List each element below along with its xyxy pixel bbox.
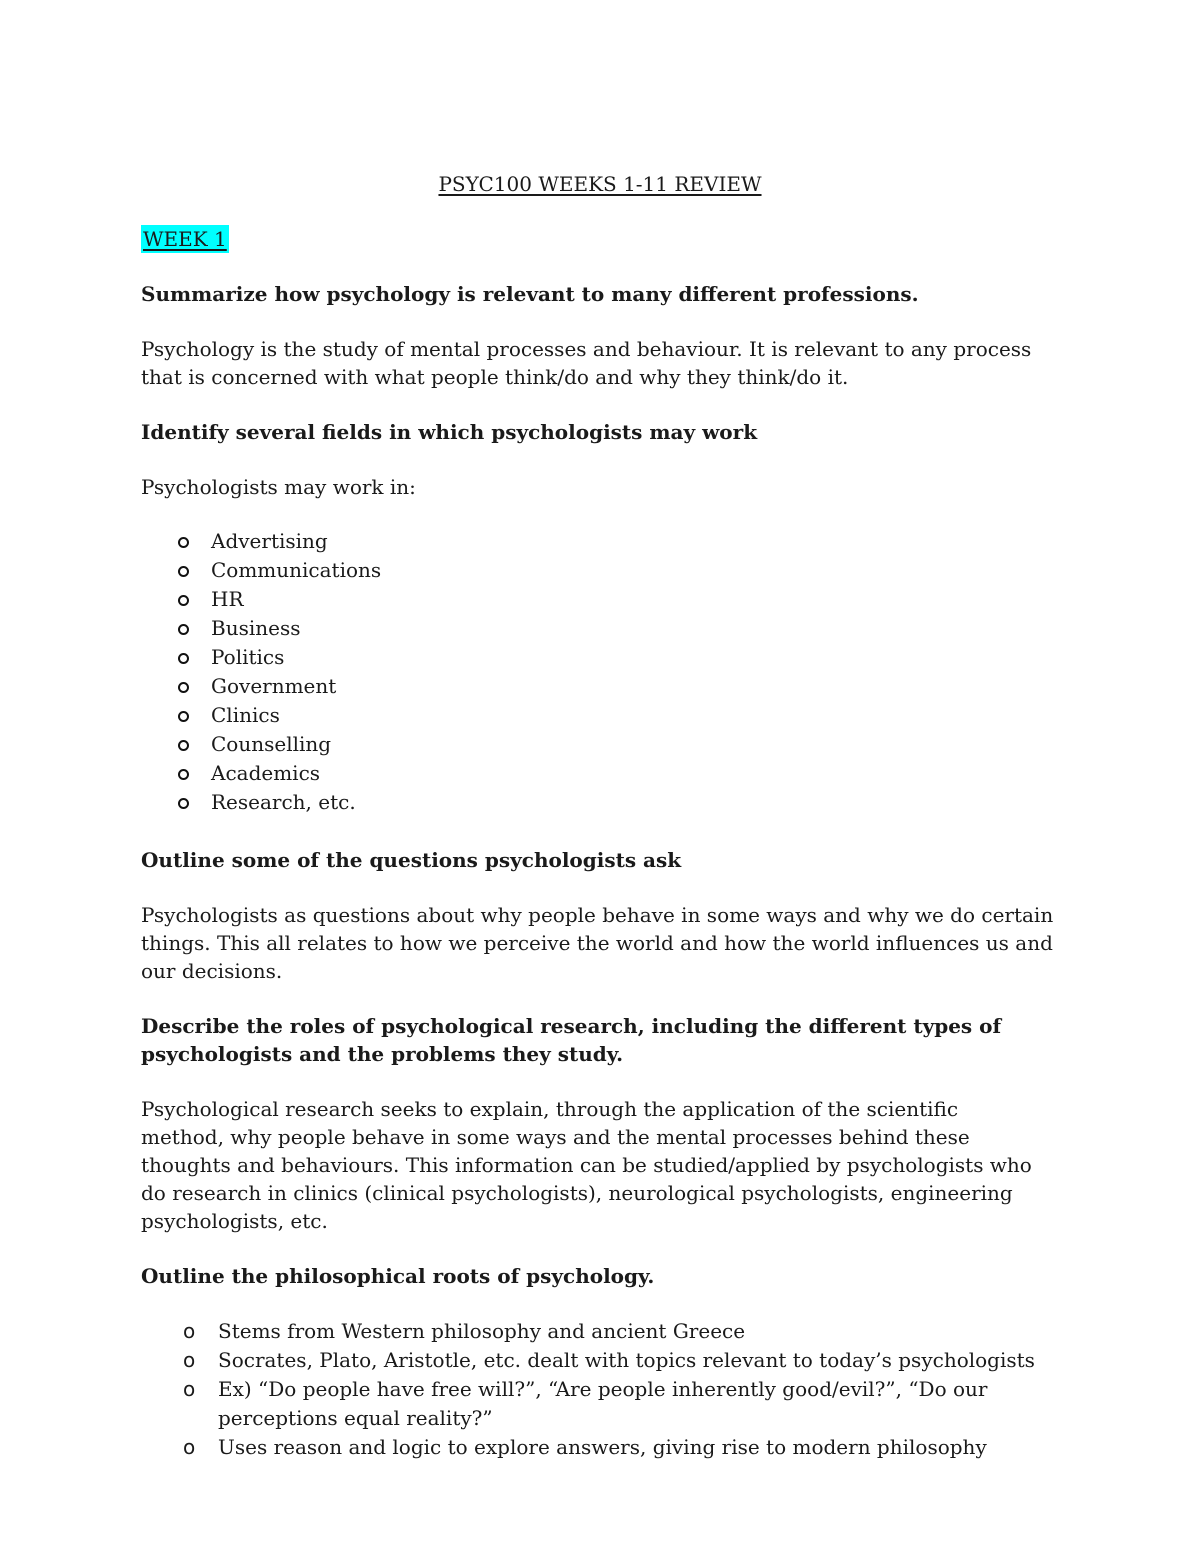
list-item: Government xyxy=(141,672,1061,701)
section-question: Identify several fields in which psychologists may work xyxy=(141,420,758,444)
list-item: Counselling xyxy=(141,730,1061,759)
circle-bullet-icon xyxy=(178,711,189,722)
document-title: PSYC100 WEEKS 1-11 REVIEW xyxy=(438,172,762,196)
list-item: Academics xyxy=(141,759,1061,788)
circle-bullet-icon xyxy=(178,740,189,751)
philosophy-list xyxy=(141,1317,1061,1462)
list-item: o Stems from Western philosophy and ancient Greece xyxy=(141,1317,1061,1346)
o-bullet-icon: o xyxy=(183,1435,196,1459)
list-item: o Uses reason and logic to explore answers, giving rise to modern philosophy xyxy=(141,1433,1061,1462)
list-item: o Socrates, Plato, Aristotle, etc. dealt with topics relevant to today’s psychologists xyxy=(141,1346,1061,1375)
circle-bullet-icon xyxy=(178,595,189,606)
circle-bullet-icon xyxy=(178,537,189,548)
section-question: Outline the philosophical roots of psychology. xyxy=(141,1264,655,1288)
list-item: Clinics xyxy=(141,701,1061,730)
fields-list xyxy=(141,527,1061,817)
list-item: Research, etc. xyxy=(141,788,1061,817)
list-item: Politics xyxy=(141,643,1061,672)
section-answer: Psychologists as questions about why people behave in some ways and why we do certain things. This all relates to how we perceive the world and how the world influences us and our decisions. xyxy=(141,903,1054,983)
section-question: Describe the roles of psychological research, including the different types of psychologists and the problems they study. xyxy=(141,1014,1002,1066)
list-item: Business xyxy=(141,614,1061,643)
section-question: Summarize how psychology is relevant to many different professions. xyxy=(141,282,919,306)
o-bullet-icon: o xyxy=(183,1319,196,1343)
o-bullet-icon: o xyxy=(183,1348,196,1372)
section-answer: Psychological research seeks to explain, through the application of the scientific method, why people behave in some ways and the mental processes behind these thoughts and behaviours. This information can be studied/applied by psychologists who do research in clinics (clinical psychologists), neurological psychologists, engineering psychologists, etc. xyxy=(141,1097,1032,1233)
circle-bullet-icon xyxy=(178,566,189,577)
section-answer: Psychology is the study of mental processes and behaviour. It is relevant to any process that is concerned with what people think/do and why they think/do it. xyxy=(141,337,1032,389)
circle-bullet-icon xyxy=(178,682,189,693)
list-item: Communications xyxy=(141,556,1061,585)
list-item: o Ex) “Do people have free will?”, “Are people inherently good/evil?”, “Do our perceptions equal reality?” xyxy=(183,1377,988,1430)
document-body xyxy=(141,225,1061,1462)
circle-bullet-icon xyxy=(178,798,189,809)
section-answer: Psychologists may work in: xyxy=(141,475,416,499)
section-question: Outline some of the questions psychologists ask xyxy=(141,848,682,872)
o-bullet-icon: o xyxy=(183,1377,196,1401)
circle-bullet-icon xyxy=(178,769,189,780)
list-item: HR xyxy=(141,585,1061,614)
week-label: WEEK 1 xyxy=(143,227,227,251)
circle-bullet-icon xyxy=(178,624,189,635)
circle-bullet-icon xyxy=(178,653,189,664)
list-item: Advertising xyxy=(141,527,1061,556)
